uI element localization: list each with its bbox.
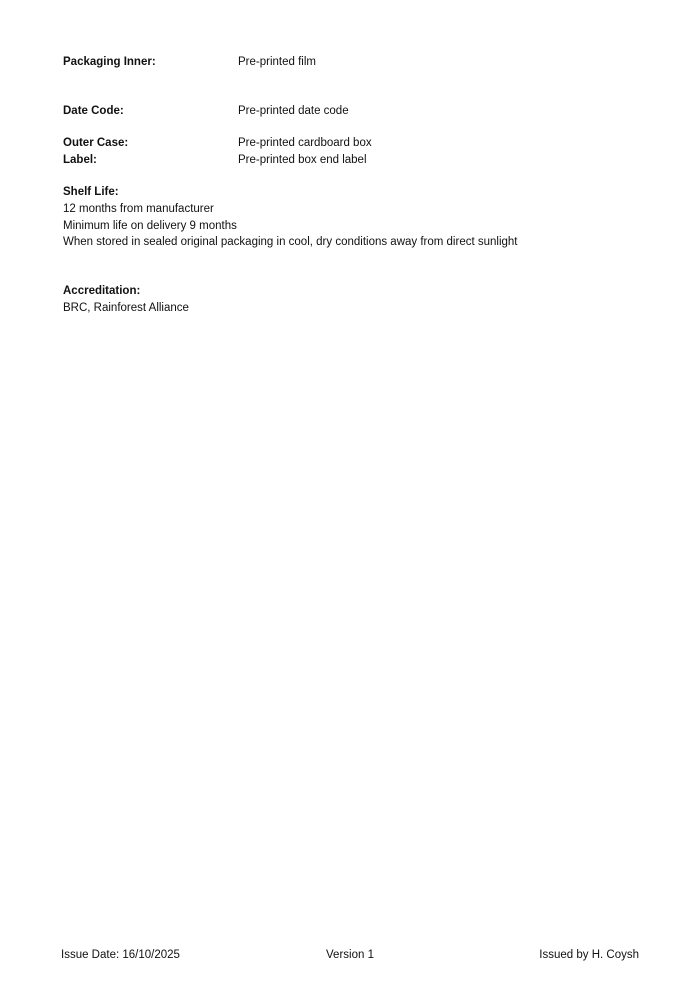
field-date-code	[63, 103, 663, 119]
field-label: Date Code:	[63, 105, 124, 117]
field-value: Pre-printed cardboard box	[238, 137, 372, 149]
page-footer	[0, 947, 700, 963]
shelf-life-line: When stored in sealed original packaging in cool, dry conditions away from direct sunlight	[63, 236, 518, 248]
shelf-life-line: Minimum life on delivery 9 months	[63, 220, 237, 232]
accreditation-heading: Accreditation:	[63, 285, 141, 297]
field-label-info	[63, 152, 663, 168]
shelf-life-line: 12 months from manufacturer	[63, 203, 214, 215]
field-packaging-inner	[63, 54, 663, 70]
field-label: Outer Case:	[63, 137, 129, 149]
footer-version: Version 1	[326, 949, 374, 961]
field-outer-case	[63, 135, 663, 151]
field-value: Pre-printed box end label	[238, 154, 367, 166]
field-label: Packaging Inner:	[63, 56, 156, 68]
accreditation-text: BRC, Rainforest Alliance	[63, 302, 189, 314]
footer-issue-date: Issue Date: 16/10/2025	[61, 949, 180, 961]
shelf-life-heading: Shelf Life:	[63, 186, 119, 198]
field-value: Pre-printed film	[238, 56, 316, 68]
footer-issued-by: Issued by H. Coysh	[539, 949, 639, 961]
field-value: Pre-printed date code	[238, 105, 349, 117]
field-label: Label:	[63, 154, 97, 166]
